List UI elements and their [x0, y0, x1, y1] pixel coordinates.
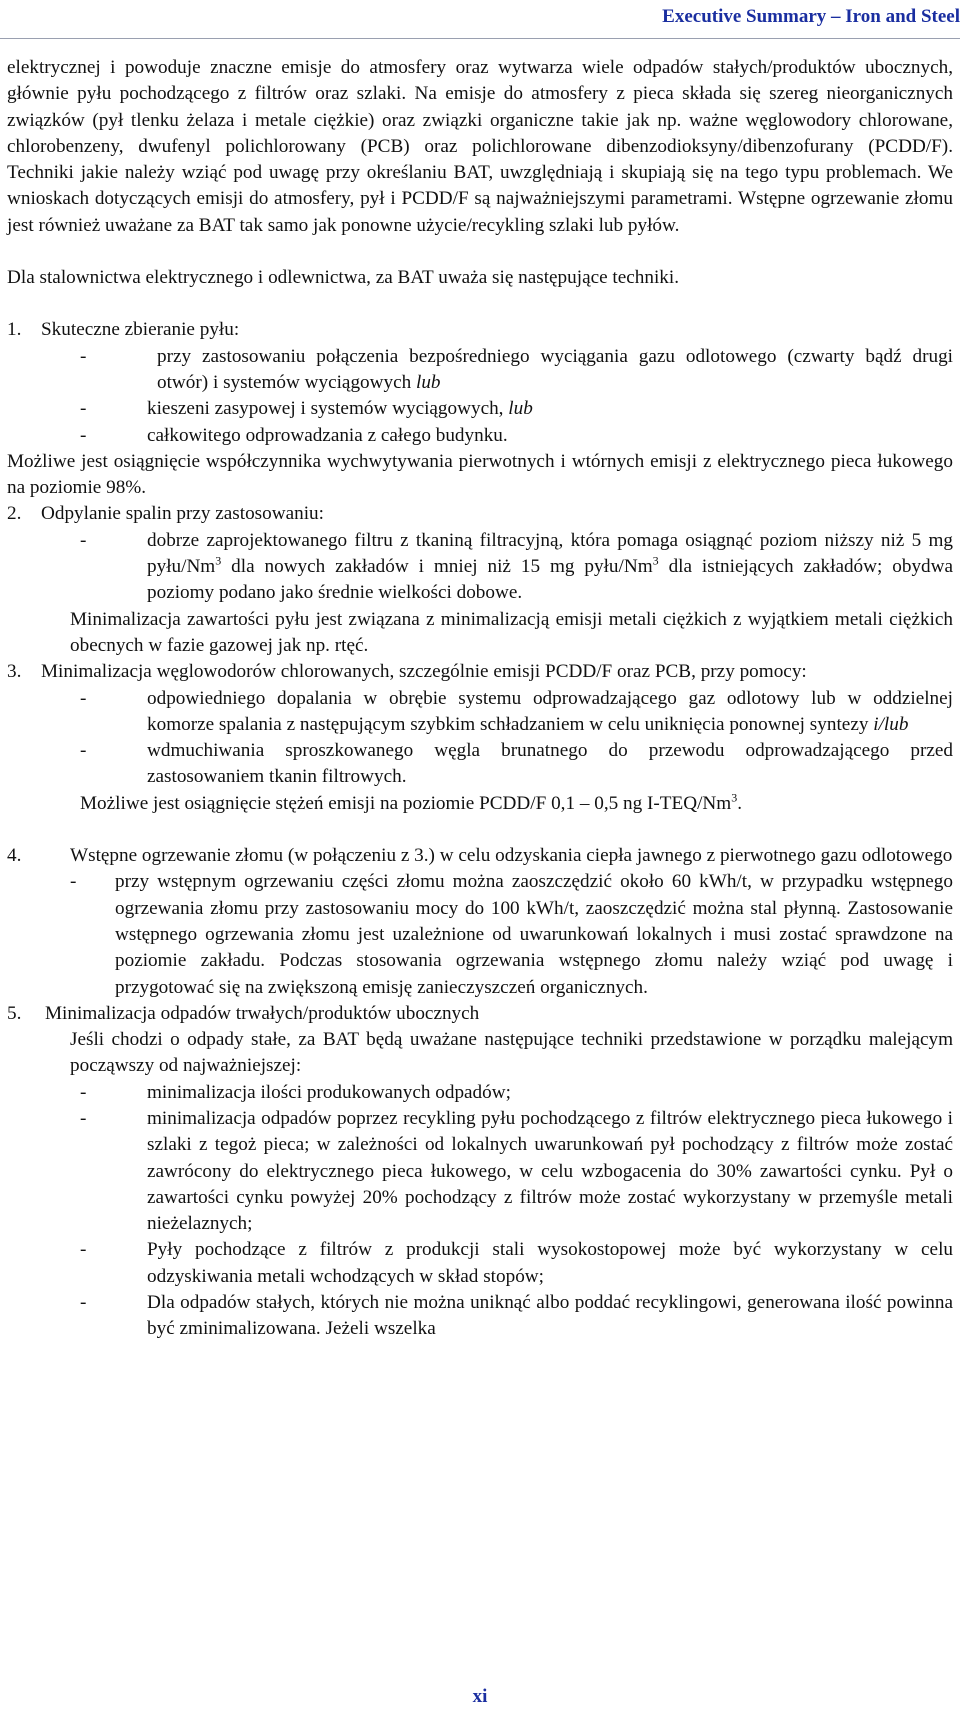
bullet-text: Pyły pochodzące z filtrów z produkcji stali wysokostopowej może być wykorzystany w celu odzyskiwania metali wchodzących w skład stopów;: [147, 1239, 953, 1287]
item-note: Możliwe jest osiągnięcie stężeń emisji na poziomie PCDD/F 0,1 – 0,5 ng I-TEQ/Nm$^3$.: [80, 790, 742, 814]
bullet-item: - przy wstępnym ogrzewaniu części złomu można zaoszczędzić około 60 kWh/t, w przypadku wstępnego ogrzewania złomu przy zastosowaniu mocy do 100 kWh/t, zaoszczędzić można stal płynną. Zastosowanie wstępnego ogrzewania złomu jest uzależnione od uwarunkowań lokalnych i musi zostać sprawdzone na poziomie zakładu. Podczas stosowania ogrzewania wstępnego złomu należy wziąć pod uwagę i przygotować się na zwiększoną emisję zanieczyszczeń organicznych.: [7, 869, 953, 1000]
bullet-item: - kieszeni zasypowej i systemów wyciągowych, lub: [80, 398, 533, 420]
item-title: Minimalizacja węglowodorów chlorowanych, szczególnie emisji PCDD/F oraz PCB, przy pomocy:: [41, 661, 807, 683]
bullet-text: odpowiedniego dopalania w obrębie systemu odprowadzającego gaz odlotowy lub w oddzielnej komorze spalania z następującym szybkim schładzaniem w celu uniknięcia ponownej syntezy: [147, 687, 953, 735]
item-number: 4.: [7, 845, 22, 867]
bullet-item: - minimalizacja odpadów poprzez recykling pyłu pochodzącego z filtrów elektrycznego pieca łukowego i szlaki z tegoż pieca; w zależności od lokalnych uwarunkowań pył pochodzący z filtrów może zostać zawrócony do elektrycznego pieca łukowego, w celu wzbogacenia do 30% zawartości cynku. Pył o zawartości cynku powyżej 20% pochodzący z filtrów może zostać wykorzystany w przemyśle metali nieżelaznych;: [7, 1106, 953, 1237]
item-note: Minimalizacja zawartości pyłu jest związana z minimalizacją emisji metali ciężkich z wyjątkiem metali ciężkich obecnych w fazie gazowej jak np. rtęć.: [70, 608, 953, 656]
bullet-item: - przy zastosowaniu połączenia bezpośredniego wyciągania gazu odlotowego (czwarty bądź drugi otwór) i systemów wyciągowych lub: [80, 345, 953, 393]
item-title: Skuteczne zbieranie pyłu:: [41, 319, 240, 341]
intro-statement: Dla stalownictwa elektrycznego i odlewnictwa, za BAT uważa się następujące techniki.: [7, 267, 680, 289]
list-item-2: [7, 501, 953, 527]
bullet-item: - dobrze zaprojektowanego filtru z tkaniną filtracyjną, która pomaga osiągnąć poziom niższy niż 5 mg pyłu/Nm$^3$ dla nowych zakładów i mniej niż 15 mg pyłu/Nm$^3$ dla istniejących zakładów; obydwa poziomy podano jako średnie wielkości dobowe.: [80, 529, 953, 604]
list-item-1: [7, 317, 953, 343]
bullet-text: wdmuchiwania sproszkowanego węgla brunatnego do przewodu odprowadzającego przed zastosowaniem tkanin filtrowych.: [147, 740, 953, 788]
item-number: 2.: [7, 503, 22, 525]
bullet-item: - całkowitego odprowadzania z całego budynku.: [7, 423, 953, 449]
item-number: 5.: [7, 1002, 22, 1024]
bullet-item: - minimalizacja ilości produkowanych odpadów;: [7, 1080, 953, 1106]
bullet-text: minimalizacja odpadów poprzez recykling pyłu pochodzącego z filtrów elektrycznego pieca łukowego i szlaki z tegoż pieca; w zależności od lokalnych uwarunkowań pył pochodzący z filtrów może zostać zawrócony do elektrycznego pieca łukowego, w celu wzbogacenia do 30% zawartości cynku. Pył o zawartości cynku powyżej 20% pochodzący z filtrów może zostać wykorzystany w przemyśle metali nieżelaznych;: [147, 1107, 953, 1235]
bullet-text: minimalizacja ilości produkowanych odpadów;: [147, 1081, 511, 1103]
list-item-3: [7, 659, 953, 685]
item-title: Wstępne ogrzewanie złomu (w połączeniu z 3.) w celu odzyskania ciepła jawnego z pierwotnego gazu odlotowego: [70, 845, 953, 867]
page-number: xi: [472, 1686, 488, 1707]
item-intro: Jeśli chodzi o odpady stałe, za BAT będą uważane następujące techniki przedstawione w porządku malejącym począwszy od najważniejszej:: [70, 1029, 953, 1077]
bullet-emphasis: i/lub: [873, 713, 909, 735]
bullet-text: całkowitego odprowadzania z całego budynku.: [147, 424, 508, 446]
intro-paragraph: elektrycznej i powoduje znaczne emisje do atmosfery oraz wytwarza wiele odpadów stałych/produktów ubocznych, głównie pyłu pochodzącego z filtrów oraz szlaki. Na emisje do atmosfery z pieca składa się szereg nieorganicznych związków (pył tlenku żelaza i metale ciężkie) oraz związki organiczne takie jak np. ważne węglowodory chlorowane, chlorobenzeny, dwufenyl polichlorowany (PCB) oraz polichlorowane dibenzodioksyny/dibenzofurany (PCDD/F). Techniki jakie należy wziąć pod uwagę przy określaniu BAT, uwzględniają i skupiają się na tego typu problemach. We wnioskach dotyczących emisji do atmosfery, pył i PCDD/F są najważniejszymi parametrami. Wstępne ogrzewanie złomu jest również uważane za BAT tak samo jak ponowne użycie/recykling szlaki lub pyłów.: [7, 57, 953, 236]
list-item-5: [7, 1001, 953, 1027]
bullet-text: przy wstępnym ogrzewaniu części złomu można zaoszczędzić około 60 kWh/t, w przypadku wstępnego ogrzewania złomu przy zastosowaniu mocy do 100 kWh/t, zaoszczędzić można stal płynną. Zastosowanie wstępnego ogrzewania złomu jest uzależnione od uwarunkowań lokalnych i musi zostać sprawdzone na poziomie zakładu. Podczas stosowania ogrzewania wstępnego złomu należy wziąć pod uwagę i przygotować się na zwiększoną emisję zanieczyszczeń organicznych.: [115, 871, 953, 998]
list-item-4: [7, 843, 953, 869]
bullet-text: kieszeni zasypowej i systemów wyciągowych,: [147, 398, 504, 420]
bullet-text: Dla odpadów stałych, których nie można uniknąć albo poddać recyklingowi, generowana ilość powinna być zminimalizowana. Jeżeli wszelka: [147, 1292, 953, 1340]
bullet-text: przy zastosowaniu połączenia bezpośredniego wyciągania gazu odlotowego (czwarty bądź drugi otwór) i systemów wyciągowych: [157, 345, 953, 393]
bullet-emphasis: lub: [416, 371, 441, 393]
item-title: Odpylanie spalin przy zastosowaniu:: [41, 503, 324, 525]
item-number: 3.: [7, 661, 22, 683]
running-header: Executive Summary – Iron and Steel: [662, 6, 960, 27]
bullet-item: - Dla odpadów stałych, których nie można uniknąć albo poddać recyklingowi, generowana ilość powinna być zminimalizowana. Jeżeli wszelka: [7, 1290, 953, 1343]
bullet-item: - wdmuchiwania sproszkowanego węgla brunatnego do przewodu odprowadzającego przed zastosowaniem tkanin filtrowych.: [7, 738, 953, 791]
header-rule: [0, 38, 960, 39]
document-body: [7, 55, 953, 1343]
bullet-emphasis: lub: [508, 398, 533, 420]
item-title: Minimalizacja odpadów trwałych/produktów ubocznych: [45, 1002, 480, 1024]
bullet-item: - Pyły pochodzące z filtrów z produkcji stali wysokostopowej może być wykorzystany w celu odzyskiwania metali wchodzących w skład stopów;: [7, 1237, 953, 1290]
item-note: Możliwe jest osiągnięcie współczynnika wychwytywania pierwotnych i wtórnych emisji z elektrycznego pieca łukowego na poziomie 98%.: [7, 450, 953, 499]
item-number: 1.: [7, 319, 22, 341]
bullet-item: - odpowiedniego dopalania w obrębie systemu odprowadzającego gaz odlotowy lub w oddzielnej komorze spalania z następującym szybkim schładzaniem w celu uniknięcia ponownej syntezy i/lub: [80, 687, 953, 735]
